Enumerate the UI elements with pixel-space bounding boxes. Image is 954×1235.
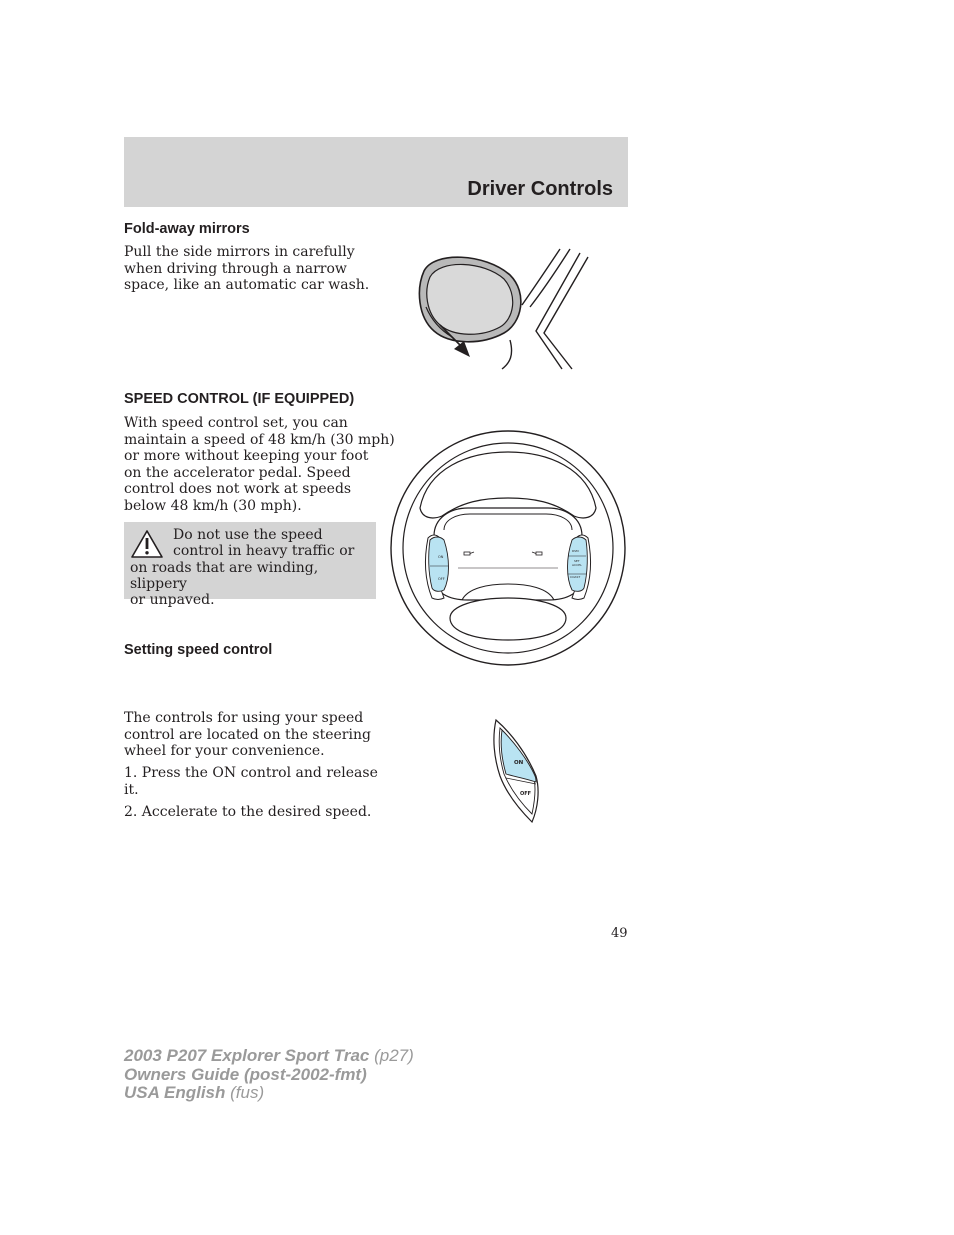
header-bar xyxy=(124,137,628,207)
wheel-coast-label: COAST xyxy=(570,575,581,579)
footer-language: USA English xyxy=(124,1083,226,1102)
steering-wheel-illustration xyxy=(388,428,628,668)
speed-control-heading: SPEED CONTROL (IF EQUIPPED) xyxy=(124,391,355,407)
wheel-accel-label: ACCEL xyxy=(572,563,582,567)
page-number: 49 xyxy=(611,926,628,941)
setting-paragraph xyxy=(124,710,371,760)
text-line: wheel for your convenience. xyxy=(124,743,325,759)
switch-on-label: ON xyxy=(514,760,524,766)
text-line: when driving through a narrow xyxy=(124,260,347,277)
text-line: below 48 km/h (30 mph). xyxy=(124,497,302,514)
wheel-set-label: SET xyxy=(574,559,580,563)
text-line: control does not work at speeds xyxy=(124,481,352,497)
switch-off-label: OFF xyxy=(520,791,532,797)
mirrors-paragraph xyxy=(124,244,369,294)
on-off-switch-illustration xyxy=(488,716,548,826)
footer-page-code: (p27) xyxy=(374,1046,414,1065)
step-1 xyxy=(124,765,378,798)
text-line: it. xyxy=(124,781,139,798)
footer-guide: Owners Guide (post-2002-fmt) xyxy=(124,1064,367,1084)
footer-language-code: (fus) xyxy=(230,1083,265,1102)
text-line: space, like an automatic car wash. xyxy=(124,277,370,293)
wheel-rsm-label: RSM xyxy=(572,549,579,553)
document-footer xyxy=(124,1047,414,1103)
text-line: on roads that are winding, slippery xyxy=(130,559,319,592)
text-line: 1. Press the ON control and release xyxy=(124,765,378,781)
text-line: Pull the side mirrors in carefully xyxy=(124,244,355,260)
text-line: or more without keeping your foot xyxy=(124,448,369,464)
text-line: maintain a speed of 48 km/h (30 mph) xyxy=(124,431,395,448)
text-line: The controls for using your speed xyxy=(124,710,364,726)
speed-control-paragraph xyxy=(124,415,395,514)
warning-box xyxy=(124,522,376,609)
footer-model: 2003 P207 Explorer Sport Trac xyxy=(124,1046,370,1065)
text-line: or unpaved. xyxy=(130,592,215,609)
text-line: control are located on the steering xyxy=(124,726,371,743)
warning-text xyxy=(130,527,372,608)
wheel-on-label: ON xyxy=(438,555,444,559)
fold-mirror-illustration xyxy=(410,245,590,373)
setting-speed-control-heading: Setting speed control xyxy=(124,642,273,658)
text-line: on the accelerator pedal. Speed xyxy=(124,464,351,481)
text-line: control in heavy traffic or xyxy=(173,543,355,560)
page-title: Driver Controls xyxy=(467,178,613,200)
step-2: 2. Accelerate to the desired speed. xyxy=(124,804,372,820)
wheel-off-label: OFF xyxy=(438,577,445,581)
text-line: Do not use the speed xyxy=(173,527,323,543)
text-line: With speed control set, you can xyxy=(124,415,348,431)
mirrors-heading: Fold-away mirrors xyxy=(124,221,250,237)
